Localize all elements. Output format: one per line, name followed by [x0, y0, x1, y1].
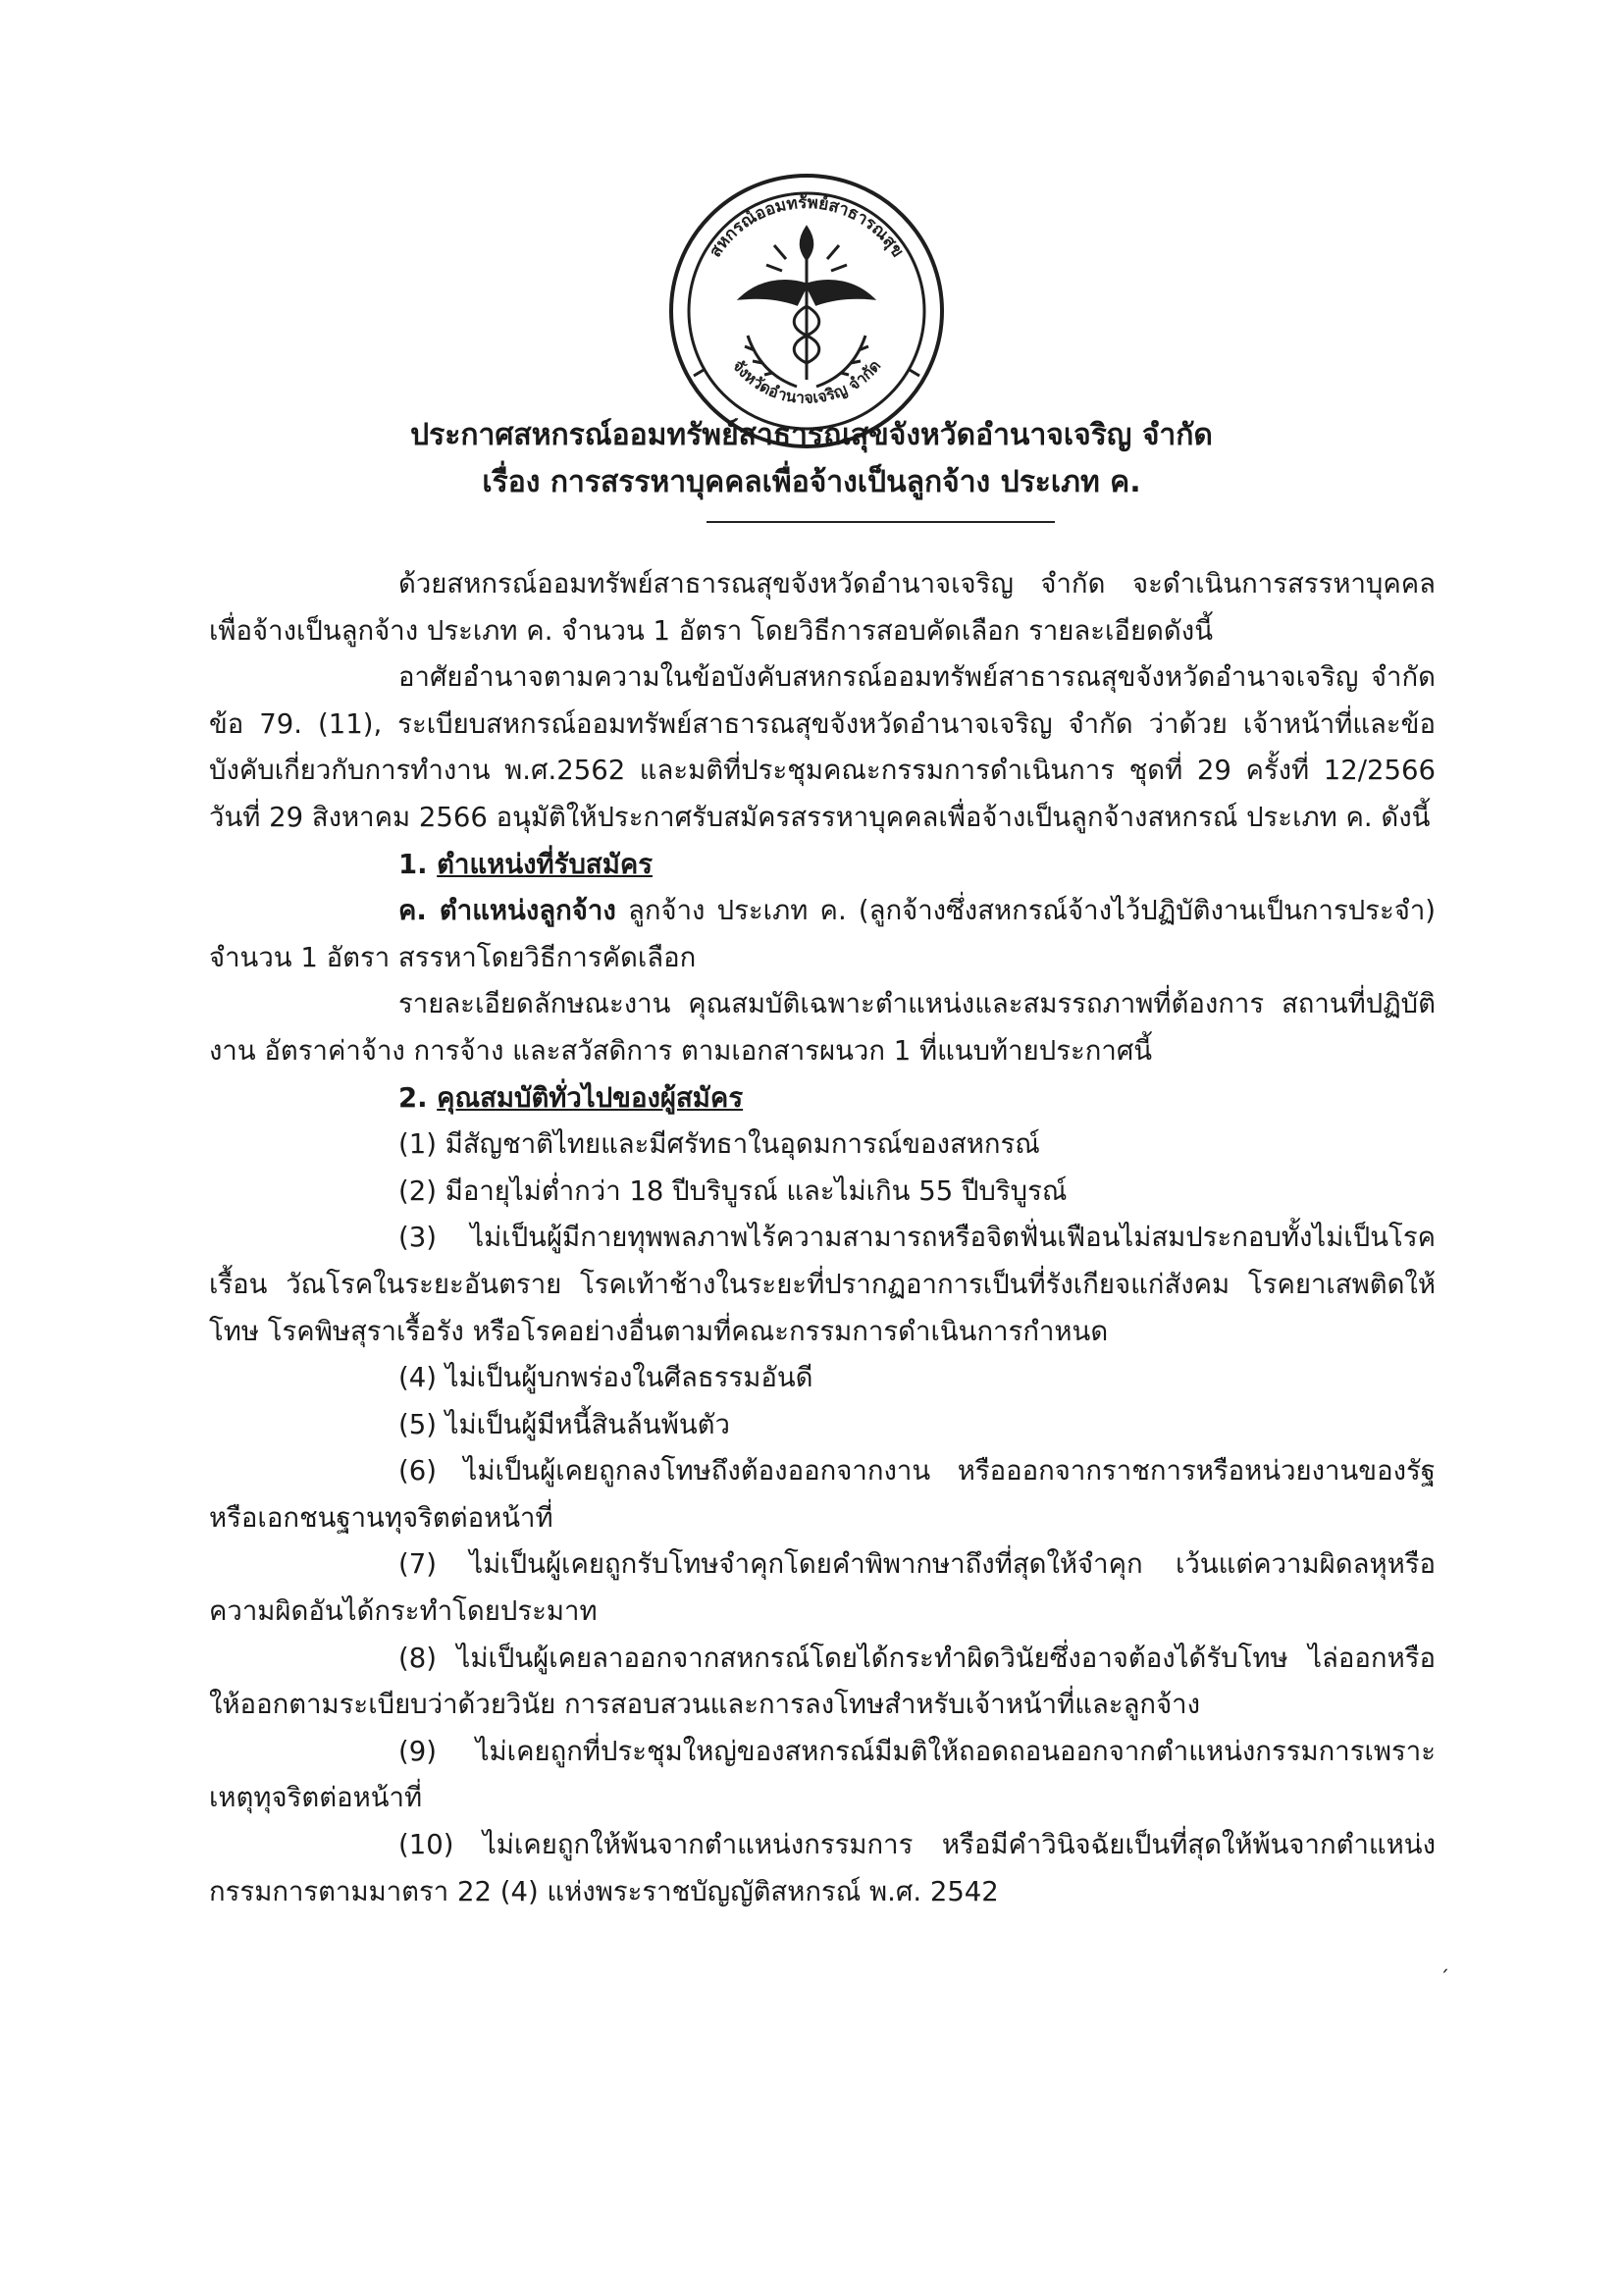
qualification-item: (9) ไม่เคยถูกที่ประชุมใหญ่ของสหกรณ์มีมติให้ถอดถอนออกจากตำแหน่งกรรมการเพราะเหตุทุจริตต่อหน้าที่ — [209, 1735, 1436, 1814]
section-2-title: คุณสมบัติทั่วไปของผู้สมัคร — [437, 1081, 744, 1114]
qualification-item: (8) ไม่เป็นผู้เคยลาออกจากสหกรณ์โดยได้กระทำผิดวินัยซึ่งอาจต้องได้รับโทษ ไล่ออกหรือให้ออกตามระเบียบว่าด้วยวินัย การสอบสวนและการลงโทษสำหรับเจ้าหน้าที่และลูกจ้าง — [209, 1642, 1436, 1721]
qualification-item: (7) ไม่เป็นผู้เคยถูกรับโทษจำคุกโดยคำพิพากษาถึงที่สุดให้จำคุก เว้นแต่ความผิดลหุหรือความผิดอันได้กระทำโดยประมาท — [209, 1548, 1436, 1628]
title-line-2: เรื่อง การสรรหาบุคคลเพื่อจ้างเป็นลูกจ้าง ประเภท ค. — [482, 465, 1141, 499]
seal-bottom-text: จังหวัดอำนาจเจริญ จำกัด — [728, 356, 885, 407]
section-2-number: 2. — [398, 1081, 428, 1114]
qualification-item: (3) ไม่เป็นผู้มีกายทุพพลภาพไร้ความสามารถหรือจิตฟั่นเฟือนไม่สมประกอบทั้งไม่เป็นโรคเรื้อน วัณโรคในระยะอันตราย โรคเท้าช้างในระยะที่ปรากฏอาการเป็นที่รังเกียจแก่สังคม โรคยาเสพติดให้โทษ โรคพิษสุราเรื้อรัง หรือโรคอย่างอื่นตามที่คณะกรรมการดำเนินการกำหนด — [209, 1222, 1436, 1347]
section-1-heading — [209, 842, 1436, 889]
qualification-item: (4) ไม่เป็นผู้บกพร่องในศีลธรรมอันดี — [398, 1362, 813, 1394]
position-paragraph — [209, 888, 1436, 981]
qualification-item: (2) มีอายุไม่ต่ำกว่า 18 ปีบริบูรณ์ และไม่เกิน 55 ปีบริบูรณ์ — [398, 1174, 1068, 1207]
details-paragraph: รายละเอียดลักษณะงาน คุณสมบัติเฉพาะตำแหน่งและสมรรถภาพที่ต้องการ สถานที่ปฏิบัติงาน อัตราค่าจ้าง การจ้าง และสวัสดิการ ตามเอกสารผนวก 1 ที่แนบท้ายประกาศนี้ — [209, 988, 1436, 1067]
qualification-item: (6) ไม่เป็นผู้เคยถูกลงโทษถึงต้องออกจากงาน หรือออกจากราชการหรือหน่วยงานของรัฐ หรือเอกชนฐานทุจริตต่อหน้าที่ — [209, 1455, 1436, 1534]
announcement-body — [209, 561, 1436, 1915]
section-1-title: ตำแหน่งที่รับสมัคร — [437, 848, 653, 880]
scan-tick-mark: ´ — [1440, 1966, 1449, 1990]
position-text: ลูกจ้าง ประเภท ค. (ลูกจ้างซึ่งสหกรณ์จ้างไว้ปฏิบัติงานเป็นการประจำ) จำนวน 1 อัตรา สรรหาโดยวิธีการคัดเลือก — [209, 895, 1437, 973]
section-1-number: 1. — [398, 848, 428, 880]
cooperative-seal-logo — [664, 169, 949, 453]
position-label: ค. ตำแหน่งลูกจ้าง — [398, 895, 616, 927]
section-2-heading — [209, 1075, 1436, 1122]
intro-paragraph: ด้วยสหกรณ์ออมทรัพย์สาธารณสุขจังหวัดอำนาจเจริญ จำกัด จะดำเนินการสรรหาบุคคลเพื่อจ้างเป็นลูกจ้าง ประเภท ค. จำนวน 1 อัตรา โดยวิธีการสอบคัดเลือก รายละเอียดดังนี้ — [209, 568, 1436, 647]
seal-top-text: สหกรณ์ออมทรัพย์สาธารณสุข — [706, 192, 908, 261]
title-line-1: ประกาศสหกรณ์ออมทรัพย์สาธารณสุขจังหวัดอำนาจเจริญ จำกัด — [410, 418, 1213, 452]
title-divider — [707, 521, 1055, 523]
authority-paragraph: อาศัยอำนาจตามความในข้อบังคับสหกรณ์ออมทรัพย์สาธารณสุขจังหวัดอำนาจเจริญ จำกัด ข้อ 79. (11), ระเบียบสหกรณ์ออมทรัพย์สาธารณสุขจังหวัดอำนาจเจริญ จำกัด ว่าด้วย เจ้าหน้าที่และข้อบังคับเกี่ยวกับการทำงาน พ.ศ.2562 และมติที่ประชุมคณะกรรมการดำเนินการ ชุดที่ 29 ครั้งที่ 12/2566 วันที่ 29 สิงหาคม 2566 อนุมัติให้ประกาศรับสมัครสรรหาบุคคลเพื่อจ้างเป็นลูกจ้างสหกรณ์ ประเภท ค. ดังนี้ — [209, 661, 1436, 833]
qualification-item: (1) มีสัญชาติไทยและมีศรัทธาในอุดมการณ์ของสหกรณ์ — [398, 1128, 1040, 1161]
qualification-item: (10) ไม่เคยถูกให้พ้นจากตำแหน่งกรรมการ หรือมีคำวินิจฉัยเป็นที่สุดให้พ้นจากตำแหน่งกรรมการตามมาตรา 22 (4) แห่งพระราชบัญญัติสหกรณ์ พ.ศ. 2542 — [209, 1829, 1436, 1907]
announcement-title — [0, 412, 1623, 506]
qualification-item: (5) ไม่เป็นผู้มีหนี้สินล้นพ้นตัว — [398, 1408, 730, 1440]
